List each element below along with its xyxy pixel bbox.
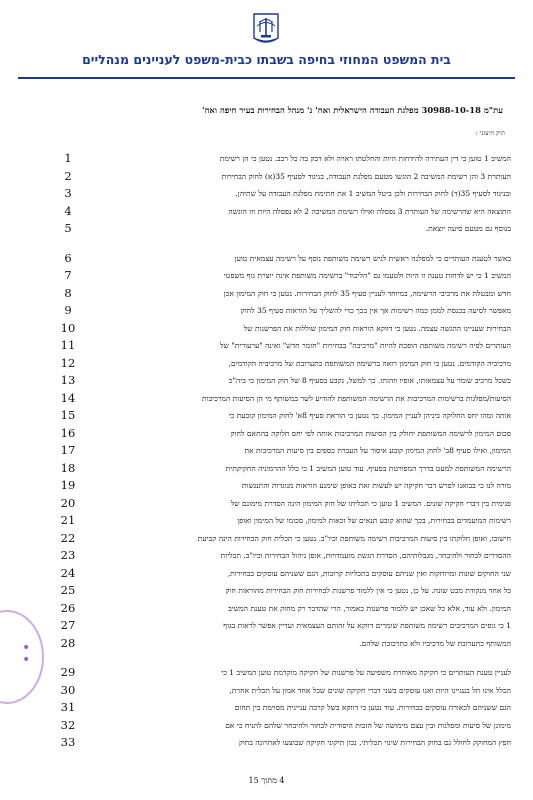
line-number: 15	[60, 408, 76, 422]
case-title: עת"מ 30988-10-18 מפלגת העבודה הישראלית ואח' נ' מנהל הבחירות בעיר חיפה ואח'	[202, 105, 503, 115]
body-line: חישובו, ואופן חלוקתו בין סיעות המרכיבות רשימה משותפת וכיו"ב. נטען כי תכלית חוק הבחירות הינה קביעת	[197, 533, 511, 543]
body-line: כל אחד מנקודת מבט שונה. על כן, נטען כי אין ללמוד פרשנות לבחירות חוק הבחירות מהוראות חוק	[225, 586, 511, 595]
body-line: פנימית בין דברי חקיקה שונים. המשיב 1 טוען כי תכליתו של חוק המימון הינה הסדרת מימונם של	[230, 498, 511, 508]
body-line: סכום המימון לרשימה המשותפת יחולק בין הסיעות המרכיבות אותה לפי יחס חלוקה בהתאם לחוק	[230, 428, 511, 438]
body-line: מאפשר לסיעה בכנסת לממן כמה רשימות אך אין בכך כדי להשליך על הוראות סעיף 35 לחוק	[240, 306, 511, 315]
line-number: 14	[60, 390, 76, 405]
body-line: התוצאה היא שהרשימה של העותרת 3 נפסלה ואילו רשימת המשיבה 2 לא נפסלה היות וזו הוגשה	[228, 206, 511, 216]
body-line: המשותף כתערובת של מרכיביו ולא כתרכובת שלהם.	[359, 638, 511, 648]
body-line: הרשימה המשותפת למעט בדרך המפורטת בסעיף. עוד טוען המשיב 1 כי כלל ההרמוניה החקיקתית	[225, 463, 511, 473]
body-line: המימון. ולא עוד, אלא כל שאכן יש ללמוד פרשנות כאמור, הרי שהדבר רק מחזק את טענת המשיב	[228, 603, 511, 613]
line-number: 4	[64, 203, 72, 218]
line-number: 11	[60, 338, 76, 352]
line-number: 27	[60, 618, 76, 632]
line-number: 20	[60, 495, 76, 510]
line-number: 17	[60, 443, 76, 457]
line-number: 22	[60, 530, 76, 545]
body-line: חפץ המחוקק לחולל גם בחוק הבחירות שינוי תכליתי, נכון תיקוני חקיקה שבוצעו לאחרונה בחוק	[238, 738, 511, 747]
court-name: בית המשפט המחוזי בחיפה בשבתו כבית-משפט לעניינים מנהליים	[82, 52, 451, 67]
line-number: 25	[60, 583, 76, 597]
header-divider	[18, 77, 515, 79]
body-line: העותרת 3 והן רשימת המשיבה 2 הוגשו מטעם מפלגת העבודה, בניגוד לסעיף 35(א) לחוק הבחירות	[221, 171, 511, 181]
line-number: 16	[60, 425, 76, 440]
line-number: 21	[60, 513, 76, 527]
line-number: 2	[64, 168, 72, 183]
line-number: 31	[60, 700, 76, 714]
stamp-mark-icon: • •	[22, 640, 31, 668]
state-emblem-icon	[251, 12, 281, 46]
line-number: 7	[64, 268, 72, 282]
body-line: העותרים לפיה רשימה משותפת הופכת להיות "מרכיבה" בבחירות "חומר חדש" ואינה "ערעורית" של	[220, 341, 511, 350]
body-line: הגם ששניהם לכאורה עוסקים בבחירות. עוד נטען כי דווקא בשל קרבה עניינית מסוימת בין תחום	[234, 703, 511, 712]
line-number-column	[55, 150, 81, 752]
body-line: הכלל אינו חל בעניינו היות ואנו עוסקים בשני דברי חקיקה שונים שכל אחד אמון על תכלית אחרת,	[229, 685, 511, 695]
body-line: בנוסף גם מטעם סיעה יוצאת.	[425, 224, 511, 233]
line-number: 9	[64, 303, 72, 317]
line-number: 12	[60, 355, 76, 370]
body-line: מימונן של סיעות ומפלגות ובין עצם מימושה של הזכות היסודית לבחור ולהיבחר שלהם להניח כי אם	[225, 720, 511, 730]
line-number: 33	[60, 735, 76, 749]
line-number: 30	[60, 682, 76, 697]
line-number: 23	[60, 548, 76, 562]
line-number: 8	[64, 285, 72, 300]
line-number: 18	[60, 460, 76, 475]
line-number: 28	[60, 635, 76, 650]
body-line: הבחירות שעניינו ההגשה עצמה. נטען כי דווקא הוראות חוק המימון שוללות את הפרשנות של	[243, 323, 511, 333]
line-number: 10	[60, 320, 76, 335]
line-number: 13	[60, 373, 76, 387]
body-line: רשימות המועמדים בבחירות, בכך שהוא קובע תנאים של זכאות למימון, סכומו של המימון ואופן	[237, 516, 511, 525]
line-number: 24	[60, 565, 76, 580]
line-number: 6	[64, 250, 72, 265]
line-number: 26	[60, 600, 76, 615]
body-line: הסיעות/מפלגות ברשימות המרכיבות את הרשימה המשותפת להודיע לשר במשותף מי הן הסיעות המרכיבות	[202, 393, 511, 403]
body-line: המשיב 1 טוען כי דין העתירה להידחות היות והחלטתו ראויה ולא דבק בה כל רבב. נטען כי הן רשימת	[219, 154, 511, 163]
body-line: המימון, ואילו סעיף 8ב' לחוק המימון קובע איסור על העברת כספים בין סיעות המרכיבות את	[244, 446, 511, 455]
body-line: מרכיביה הקודמים. נטען כי חוק המימון רואה ברשימה המשותפת כתערובת של מרכיביה הקודמים,	[228, 358, 511, 368]
line-number: 3	[64, 186, 72, 200]
body-line: אותה ומהו יחס החלוקה ביניהן לעניין המימון. כך נטען כי הוראת סעיף 8א' לחוק המימון קובעת כי	[228, 411, 511, 420]
body-line: חדש ומבטלת את מרכיבי הרשימה, במיוחד לעניין סעיף 35 לחוק הבחירות. נטען כי חוק המימון אכן	[223, 288, 511, 298]
body-line: כשכל מרכיב שומר על עצמאותו, אופיו וזהותו. כך למשל, נקבע בסעיף 8 של חוק המימון כי ביה"כ	[228, 376, 511, 385]
body-line: המשיב 1 כי יש לדחות טענה זו היות ולטעמו גם "הליכוד" ברשימה משותפת אינה יוצרת גוף משפטי	[223, 271, 511, 280]
body-line: ההסדרים לבחור ולהיבחר, מגבלותיהם, הסדרת הגשת מועמדויות, אופן ניהול הבחירות וכיו"ב. תכליות	[220, 551, 511, 560]
line-number: 19	[60, 478, 76, 492]
line-number: 1	[64, 151, 72, 165]
body-line: מורה לנו כי בבואנו לפרש דבר חקיקה יש לעשות זאת באופן שימנע הוראות מנוגדות והתנגשות	[241, 481, 511, 490]
line-number: 32	[60, 717, 76, 732]
document-body	[90, 150, 511, 752]
body-line: ובניגוד לסעיף 35(ד) לחוק הבחירות ולכן ביטל המשיב 1 את חתימת מפלגת העבודה על שתיהן.	[235, 189, 511, 198]
body-line: לעניין טענת העותרים כי חקיקה מאוחרת משפיעה על פרשנות של חקיקה מוקדמת טוען המשיב 1 כי	[221, 668, 511, 677]
body-line: באשר לטענת העותרים כי למפלגה ראשית לגיש רשימה משותפת נוסף על רשימה עצמאית טוען	[234, 253, 511, 263]
body-line: 1 כי גופים המרכיבים רשימה משותפת שומרים דווקא על זהותם העצמאית ועדיין אפשר לראות בגוף	[223, 621, 511, 630]
page-number: 4 מתוך 15	[248, 776, 285, 785]
line-number: 29	[60, 665, 76, 679]
line-number: 5	[64, 221, 72, 235]
file-label: תיק חיצוני :	[475, 129, 505, 137]
body-line: שני החוקים שונות ומרוחקות ואין שניהם עוסקים בתכליות קרובות, הגם ששניהם עוסקים בבחירות,	[227, 568, 511, 578]
